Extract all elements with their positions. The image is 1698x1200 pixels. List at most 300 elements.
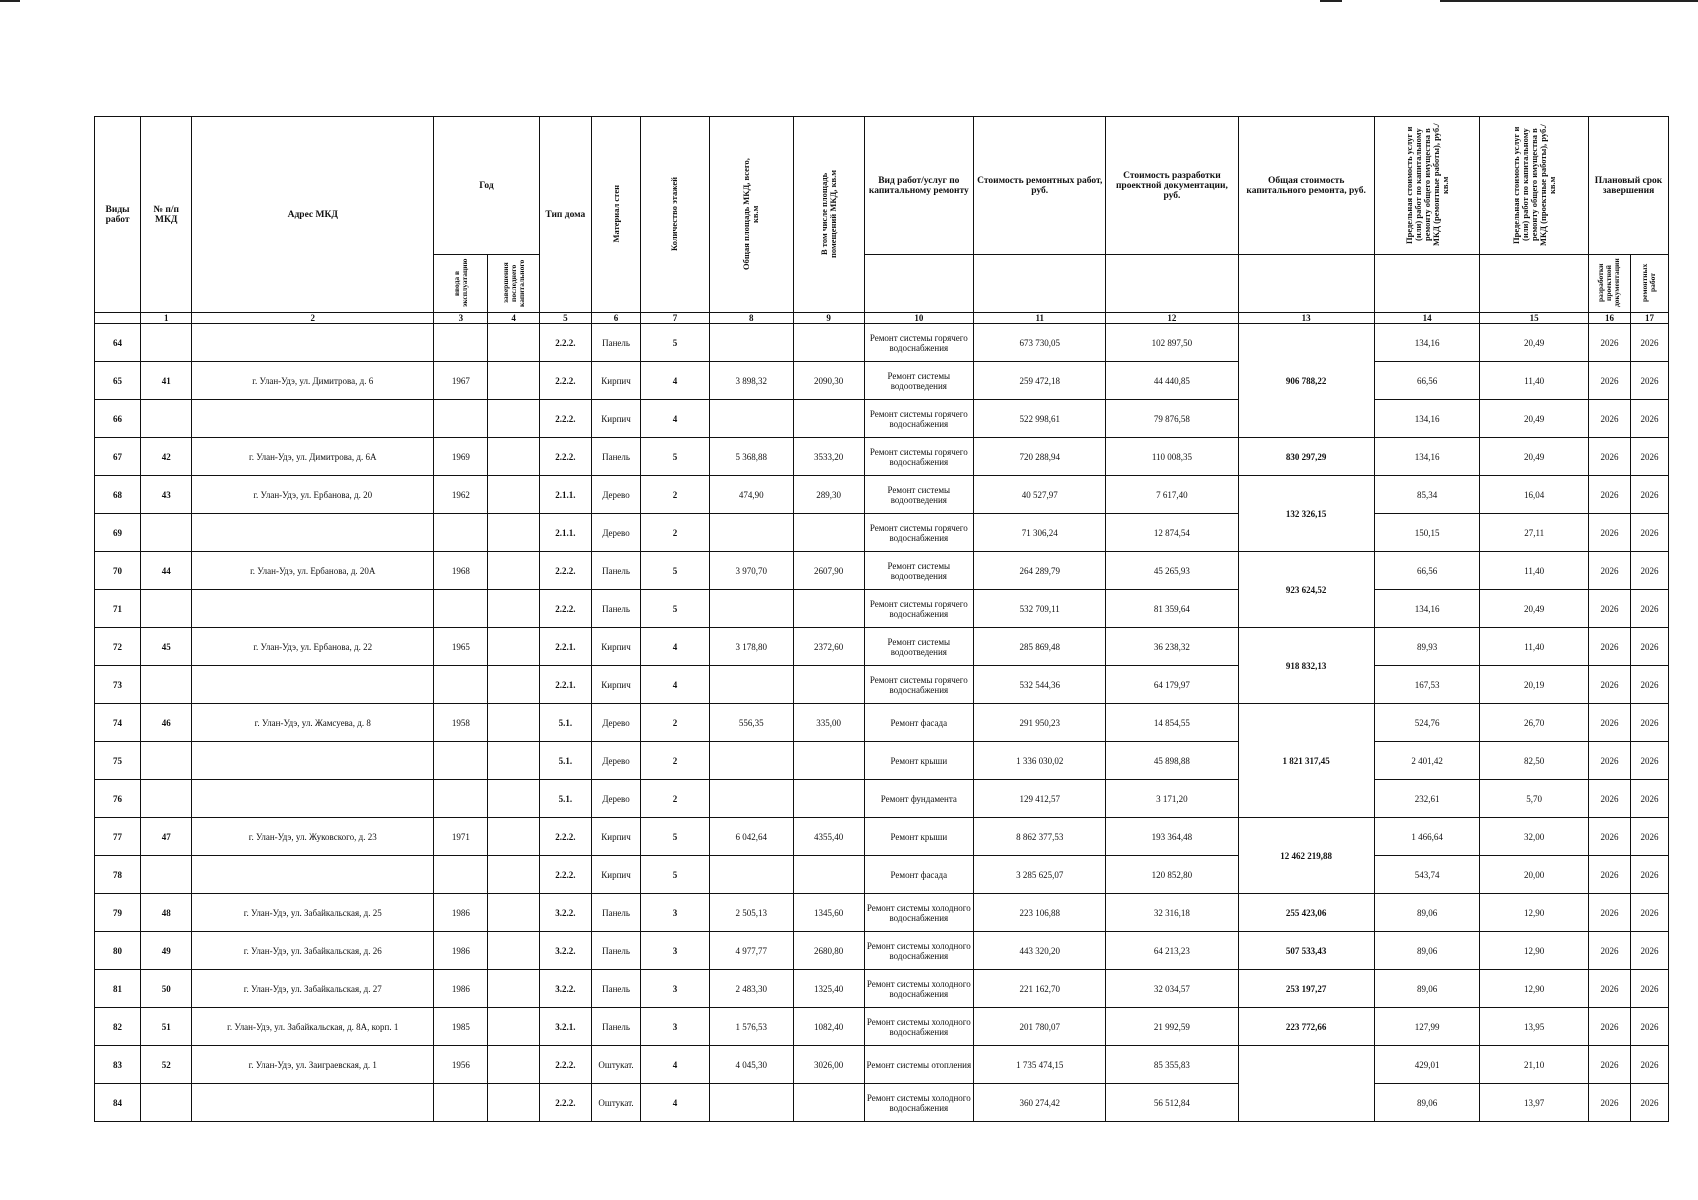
header-limit-design-sub bbox=[1480, 255, 1589, 313]
house-type-cell: 3.2.2. bbox=[539, 894, 591, 932]
area-cell bbox=[709, 780, 793, 818]
limit-design-cell: 11,40 bbox=[1480, 362, 1589, 400]
term-design-cell: 2026 bbox=[1588, 780, 1630, 818]
limit-design-cell: 20,19 bbox=[1480, 666, 1589, 704]
living-area-cell: 289,30 bbox=[793, 476, 864, 514]
year-cell bbox=[434, 590, 488, 628]
total-cost-cell: 253 197,27 bbox=[1238, 970, 1374, 1008]
table-row bbox=[95, 818, 1669, 856]
work-type-cell: Ремонт системы водоотведения bbox=[864, 552, 974, 590]
work-type-cell: Ремонт системы холодного водоснабжения bbox=[864, 1008, 974, 1046]
year-cell bbox=[434, 1084, 488, 1122]
year-cell: 1986 bbox=[434, 970, 488, 1008]
total-cost-cell: 830 297,29 bbox=[1238, 438, 1374, 476]
floors-cell: 3 bbox=[641, 894, 710, 932]
total-cost-cell: 918 832,13 bbox=[1238, 628, 1374, 704]
area-cell bbox=[709, 856, 793, 894]
term-design-cell: 2026 bbox=[1588, 704, 1630, 742]
year-cell bbox=[434, 400, 488, 438]
address-cell: г. Улан-Удэ, ул. Заиграевская, д. 1 bbox=[192, 1046, 434, 1084]
limit-repair-cell: 89,06 bbox=[1374, 1084, 1480, 1122]
limit-repair-cell: 85,34 bbox=[1374, 476, 1480, 514]
limit-repair-cell: 543,74 bbox=[1374, 856, 1480, 894]
work-type-cell: Ремонт системы холодного водоснабжения bbox=[864, 894, 974, 932]
address-cell bbox=[192, 1084, 434, 1122]
vid-cell: 79 bbox=[95, 894, 141, 932]
limit-design-cell: 16,04 bbox=[1480, 476, 1589, 514]
living-area-cell bbox=[793, 324, 864, 362]
address-cell: г. Улан-Удэ, ул. Забайкальская, д. 25 bbox=[192, 894, 434, 932]
limit-repair-cell: 167,53 bbox=[1374, 666, 1480, 704]
wall-material-cell: Панель bbox=[591, 552, 640, 590]
limit-repair-cell: 2 401,42 bbox=[1374, 742, 1480, 780]
wall-material-cell: Панель bbox=[591, 970, 640, 1008]
limit-design-cell: 20,49 bbox=[1480, 324, 1589, 362]
work-type-cell: Ремонт системы горячего водоснабжения bbox=[864, 324, 974, 362]
wall-material-cell: Панель bbox=[591, 590, 640, 628]
column-number: 5 bbox=[539, 313, 591, 324]
repair-year-cell bbox=[488, 514, 539, 552]
floors-cell: 4 bbox=[641, 362, 710, 400]
wall-material-cell: Панель bbox=[591, 1008, 640, 1046]
column-number: 15 bbox=[1480, 313, 1589, 324]
term-design-cell: 2026 bbox=[1588, 894, 1630, 932]
repair-year-cell bbox=[488, 476, 539, 514]
num-cell bbox=[141, 666, 192, 704]
house-type-cell: 2.2.1. bbox=[539, 666, 591, 704]
num-cell bbox=[141, 400, 192, 438]
term-design-cell: 2026 bbox=[1588, 552, 1630, 590]
year-cell: 1985 bbox=[434, 1008, 488, 1046]
term-repair-cell: 2026 bbox=[1630, 590, 1668, 628]
term-design-cell: 2026 bbox=[1588, 970, 1630, 1008]
vid-cell: 72 bbox=[95, 628, 141, 666]
limit-repair-cell: 429,01 bbox=[1374, 1046, 1480, 1084]
area-cell bbox=[709, 666, 793, 704]
vid-cell: 73 bbox=[95, 666, 141, 704]
column-number: 13 bbox=[1238, 313, 1374, 324]
floors-cell: 4 bbox=[641, 1046, 710, 1084]
term-repair-cell: 2026 bbox=[1630, 362, 1668, 400]
total-cost-cell: 132 326,15 bbox=[1238, 476, 1374, 552]
area-cell: 2 505,13 bbox=[709, 894, 793, 932]
design-cost-cell: 44 440,85 bbox=[1106, 362, 1238, 400]
repair-year-cell bbox=[488, 1008, 539, 1046]
vid-cell: 67 bbox=[95, 438, 141, 476]
address-cell: г. Улан-Удэ, ул. Ербанова, д. 20 bbox=[192, 476, 434, 514]
work-type-cell: Ремонт системы холодного водоснабжения bbox=[864, 932, 974, 970]
house-type-cell: 2.2.1. bbox=[539, 628, 591, 666]
table-row bbox=[95, 400, 1669, 438]
vid-cell: 80 bbox=[95, 932, 141, 970]
area-cell: 6 042,64 bbox=[709, 818, 793, 856]
work-type-cell: Ремонт фасада bbox=[864, 856, 974, 894]
floors-cell: 4 bbox=[641, 1084, 710, 1122]
num-cell bbox=[141, 856, 192, 894]
column-number: 11 bbox=[974, 313, 1106, 324]
year-cell: 1958 bbox=[434, 704, 488, 742]
table-row bbox=[95, 324, 1669, 362]
floors-cell: 2 bbox=[641, 780, 710, 818]
term-design-cell: 2026 bbox=[1588, 476, 1630, 514]
living-area-cell: 1082,40 bbox=[793, 1008, 864, 1046]
term-repair-cell: 2026 bbox=[1630, 438, 1668, 476]
design-cost-cell: 32 316,18 bbox=[1106, 894, 1238, 932]
vid-cell: 81 bbox=[95, 970, 141, 1008]
work-type-cell: Ремонт системы холодного водоснабжения bbox=[864, 970, 974, 1008]
term-repair-cell: 2026 bbox=[1630, 856, 1668, 894]
design-cost-cell: 56 512,84 bbox=[1106, 1084, 1238, 1122]
house-type-cell: 2.2.2. bbox=[539, 552, 591, 590]
limit-repair-cell: 66,56 bbox=[1374, 362, 1480, 400]
address-cell: г. Улан-Удэ, ул. Забайкальская, д. 8А, корп. 1 bbox=[192, 1008, 434, 1046]
vid-cell: 68 bbox=[95, 476, 141, 514]
wall-material-cell: Оштукат. bbox=[591, 1046, 640, 1084]
area-cell: 5 368,88 bbox=[709, 438, 793, 476]
repair-year-cell bbox=[488, 932, 539, 970]
limit-design-cell: 5,70 bbox=[1480, 780, 1589, 818]
address-cell: г. Улан-Удэ, ул. Димитрова, д. 6 bbox=[192, 362, 434, 400]
address-cell: г. Улан-Удэ, ул. Димитрова, д. 6А bbox=[192, 438, 434, 476]
living-area-cell: 2372,60 bbox=[793, 628, 864, 666]
num-cell: 43 bbox=[141, 476, 192, 514]
address-cell: г. Улан-Удэ, ул. Ербанова, д. 20А bbox=[192, 552, 434, 590]
repair-year-cell bbox=[488, 590, 539, 628]
wall-material-cell: Кирпич bbox=[591, 818, 640, 856]
area-cell: 556,35 bbox=[709, 704, 793, 742]
repair-year-cell bbox=[488, 894, 539, 932]
table-row bbox=[95, 362, 1669, 400]
term-design-cell: 2026 bbox=[1588, 742, 1630, 780]
area-cell bbox=[709, 514, 793, 552]
limit-repair-cell: 66,56 bbox=[1374, 552, 1480, 590]
design-cost-cell: 64 213,23 bbox=[1106, 932, 1238, 970]
area-cell bbox=[709, 1084, 793, 1122]
limit-design-cell: 13,95 bbox=[1480, 1008, 1589, 1046]
floors-cell: 2 bbox=[641, 704, 710, 742]
term-design-cell: 2026 bbox=[1588, 400, 1630, 438]
term-repair-cell: 2026 bbox=[1630, 1046, 1668, 1084]
term-repair-cell: 2026 bbox=[1630, 818, 1668, 856]
wall-material-cell: Панель bbox=[591, 932, 640, 970]
table-row bbox=[95, 742, 1669, 780]
repair-cost-cell: 259 472,18 bbox=[974, 362, 1106, 400]
table-row bbox=[95, 1046, 1669, 1084]
header-area-living: В том числе площадь помещений МКД, кв.м bbox=[793, 117, 864, 313]
header-cost-total: Общая стоимость капитального ремонта, руб. bbox=[1238, 117, 1374, 255]
header-cost-design-sub bbox=[1106, 255, 1238, 313]
limit-repair-cell: 150,15 bbox=[1374, 514, 1480, 552]
table-row bbox=[95, 970, 1669, 1008]
wall-material-cell: Дерево bbox=[591, 704, 640, 742]
vid-cell: 70 bbox=[95, 552, 141, 590]
repair-year-cell bbox=[488, 742, 539, 780]
table-row bbox=[95, 666, 1669, 704]
vid-cell: 77 bbox=[95, 818, 141, 856]
living-area-cell: 2607,90 bbox=[793, 552, 864, 590]
floors-cell: 3 bbox=[641, 932, 710, 970]
num-cell: 52 bbox=[141, 1046, 192, 1084]
vid-cell: 71 bbox=[95, 590, 141, 628]
repair-year-cell bbox=[488, 704, 539, 742]
vid-cell: 82 bbox=[95, 1008, 141, 1046]
area-cell bbox=[709, 400, 793, 438]
living-area-cell: 1345,60 bbox=[793, 894, 864, 932]
header-term: Плановый срок завершения bbox=[1588, 117, 1668, 255]
wall-material-cell: Кирпич bbox=[591, 362, 640, 400]
column-number-row bbox=[95, 313, 1669, 324]
term-repair-cell: 2026 bbox=[1630, 400, 1668, 438]
address-cell bbox=[192, 590, 434, 628]
table-row bbox=[95, 856, 1669, 894]
num-cell: 42 bbox=[141, 438, 192, 476]
repair-cost-cell: 532 709,11 bbox=[974, 590, 1106, 628]
vid-cell: 78 bbox=[95, 856, 141, 894]
year-cell: 1986 bbox=[434, 932, 488, 970]
floors-cell: 2 bbox=[641, 476, 710, 514]
vid-cell: 75 bbox=[95, 742, 141, 780]
scan-edge-mark bbox=[0, 0, 20, 2]
repair-cost-cell: 720 288,94 bbox=[974, 438, 1106, 476]
header-cost-design: Стоимость разработки проектной документации, руб. bbox=[1106, 117, 1238, 255]
limit-design-cell: 82,50 bbox=[1480, 742, 1589, 780]
floors-cell: 2 bbox=[641, 742, 710, 780]
term-design-cell: 2026 bbox=[1588, 628, 1630, 666]
address-cell: г. Улан-Удэ, ул. Забайкальская, д. 26 bbox=[192, 932, 434, 970]
work-type-cell: Ремонт фасада bbox=[864, 704, 974, 742]
area-cell: 3 178,80 bbox=[709, 628, 793, 666]
num-cell: 49 bbox=[141, 932, 192, 970]
house-type-cell: 2.1.1. bbox=[539, 514, 591, 552]
table-row bbox=[95, 514, 1669, 552]
limit-repair-cell: 89,93 bbox=[1374, 628, 1480, 666]
area-cell bbox=[709, 324, 793, 362]
header-vid: Виды работ bbox=[95, 117, 141, 313]
num-cell: 41 bbox=[141, 362, 192, 400]
design-cost-cell: 45 898,88 bbox=[1106, 742, 1238, 780]
column-number: 8 bbox=[709, 313, 793, 324]
design-cost-cell: 36 238,32 bbox=[1106, 628, 1238, 666]
work-type-cell: Ремонт системы водоотведения bbox=[864, 628, 974, 666]
year-cell: 1962 bbox=[434, 476, 488, 514]
num-cell bbox=[141, 324, 192, 362]
living-area-cell bbox=[793, 666, 864, 704]
repair-cost-cell: 443 320,20 bbox=[974, 932, 1106, 970]
header-wall: Материал стен bbox=[591, 117, 640, 313]
term-repair-cell: 2026 bbox=[1630, 514, 1668, 552]
wall-material-cell: Дерево bbox=[591, 476, 640, 514]
limit-repair-cell: 134,16 bbox=[1374, 438, 1480, 476]
design-cost-cell: 79 876,58 bbox=[1106, 400, 1238, 438]
living-area-cell bbox=[793, 590, 864, 628]
header-term-repair: ремонтных работ bbox=[1630, 255, 1668, 313]
limit-repair-cell: 134,16 bbox=[1374, 590, 1480, 628]
term-repair-cell: 2026 bbox=[1630, 1084, 1668, 1122]
term-design-cell: 2026 bbox=[1588, 590, 1630, 628]
limit-design-cell: 20,00 bbox=[1480, 856, 1589, 894]
floors-cell: 3 bbox=[641, 970, 710, 1008]
design-cost-cell: 12 874,54 bbox=[1106, 514, 1238, 552]
term-design-cell: 2026 bbox=[1588, 856, 1630, 894]
num-cell: 44 bbox=[141, 552, 192, 590]
address-cell bbox=[192, 856, 434, 894]
year-cell bbox=[434, 514, 488, 552]
repair-cost-cell: 522 998,61 bbox=[974, 400, 1106, 438]
living-area-cell bbox=[793, 742, 864, 780]
column-number: 6 bbox=[591, 313, 640, 324]
wall-material-cell: Оштукат. bbox=[591, 1084, 640, 1122]
address-cell bbox=[192, 514, 434, 552]
num-cell: 50 bbox=[141, 970, 192, 1008]
repair-cost-cell: 360 274,42 bbox=[974, 1084, 1106, 1122]
address-cell bbox=[192, 400, 434, 438]
vid-cell: 64 bbox=[95, 324, 141, 362]
column-number: 4 bbox=[488, 313, 539, 324]
vid-cell: 66 bbox=[95, 400, 141, 438]
repair-cost-cell: 291 950,23 bbox=[974, 704, 1106, 742]
limit-design-cell: 12,90 bbox=[1480, 932, 1589, 970]
living-area-cell: 3533,20 bbox=[793, 438, 864, 476]
area-cell: 3 898,32 bbox=[709, 362, 793, 400]
column-number: 2 bbox=[192, 313, 434, 324]
design-cost-cell: 45 265,93 bbox=[1106, 552, 1238, 590]
scan-edge-mark bbox=[1440, 0, 1698, 2]
address-cell: г. Улан-Удэ, ул. Жамсуева, д. 8 bbox=[192, 704, 434, 742]
area-cell: 3 970,70 bbox=[709, 552, 793, 590]
year-cell: 1967 bbox=[434, 362, 488, 400]
num-cell bbox=[141, 780, 192, 818]
table-row bbox=[95, 590, 1669, 628]
floors-cell: 5 bbox=[641, 590, 710, 628]
vid-cell: 76 bbox=[95, 780, 141, 818]
header-limit-repair: Предельная стоимость услуг и (или) работ по капитальному ремонту общего имущества в МКД (ремонтные работы), руб./кв.м bbox=[1374, 117, 1480, 255]
header-limit-design: Предельная стоимость услуг и (или) работ по капитальному ремонту общего имущества в МКД (проектные работы), руб./кв.м bbox=[1480, 117, 1589, 255]
area-cell: 2 483,30 bbox=[709, 970, 793, 1008]
address-cell: г. Улан-Удэ, ул. Забайкальская, д. 27 bbox=[192, 970, 434, 1008]
scan-edge-mark bbox=[1320, 0, 1342, 2]
header-area-total: Общая площадь МКД, всего, кв.м bbox=[709, 117, 793, 313]
floors-cell: 3 bbox=[641, 1008, 710, 1046]
address-cell: г. Улан-Удэ, ул. Жуковского, д. 23 bbox=[192, 818, 434, 856]
work-type-cell: Ремонт системы водоотведения bbox=[864, 476, 974, 514]
floors-cell: 5 bbox=[641, 438, 710, 476]
num-cell bbox=[141, 514, 192, 552]
vid-cell: 84 bbox=[95, 1084, 141, 1122]
design-cost-cell: 64 179,97 bbox=[1106, 666, 1238, 704]
limit-design-cell: 12,90 bbox=[1480, 970, 1589, 1008]
living-area-cell: 4355,40 bbox=[793, 818, 864, 856]
wall-material-cell: Кирпич bbox=[591, 400, 640, 438]
design-cost-cell: 3 171,20 bbox=[1106, 780, 1238, 818]
term-repair-cell: 2026 bbox=[1630, 628, 1668, 666]
year-cell: 1968 bbox=[434, 552, 488, 590]
term-repair-cell: 2026 bbox=[1630, 324, 1668, 362]
area-cell: 474,90 bbox=[709, 476, 793, 514]
wall-material-cell: Кирпич bbox=[591, 666, 640, 704]
design-cost-cell: 102 897,50 bbox=[1106, 324, 1238, 362]
repair-cost-cell: 3 285 625,07 bbox=[974, 856, 1106, 894]
repair-cost-cell: 264 289,79 bbox=[974, 552, 1106, 590]
column-number: 1 bbox=[141, 313, 192, 324]
area-cell: 1 576,53 bbox=[709, 1008, 793, 1046]
total-cost-cell bbox=[1238, 1046, 1374, 1122]
repair-year-cell bbox=[488, 856, 539, 894]
limit-repair-cell: 232,61 bbox=[1374, 780, 1480, 818]
column-number: 3 bbox=[434, 313, 488, 324]
table-row bbox=[95, 552, 1669, 590]
total-cost-cell: 507 533,43 bbox=[1238, 932, 1374, 970]
repair-year-cell bbox=[488, 438, 539, 476]
term-design-cell: 2026 bbox=[1588, 1008, 1630, 1046]
floors-cell: 4 bbox=[641, 628, 710, 666]
design-cost-cell: 85 355,83 bbox=[1106, 1046, 1238, 1084]
year-cell: 1969 bbox=[434, 438, 488, 476]
column-number-blank bbox=[95, 313, 141, 324]
house-type-cell: 3.2.2. bbox=[539, 970, 591, 1008]
column-number: 9 bbox=[793, 313, 864, 324]
header-cost-total-sub bbox=[1238, 255, 1374, 313]
total-cost-cell: 906 788,22 bbox=[1238, 324, 1374, 438]
house-type-cell: 2.2.2. bbox=[539, 818, 591, 856]
year-cell bbox=[434, 742, 488, 780]
repair-cost-cell: 285 869,48 bbox=[974, 628, 1106, 666]
work-type-cell: Ремонт системы отопления bbox=[864, 1046, 974, 1084]
living-area-cell: 2680,80 bbox=[793, 932, 864, 970]
repair-cost-cell: 1 735 474,15 bbox=[974, 1046, 1106, 1084]
table-row bbox=[95, 780, 1669, 818]
living-area-cell bbox=[793, 1084, 864, 1122]
header-year: Год bbox=[434, 117, 540, 255]
design-cost-cell: 21 992,59 bbox=[1106, 1008, 1238, 1046]
house-type-cell: 2.2.2. bbox=[539, 1046, 591, 1084]
repair-cost-cell: 40 527,97 bbox=[974, 476, 1106, 514]
header-year-entry: ввода в эксплуатацию bbox=[434, 255, 488, 313]
area-cell bbox=[709, 742, 793, 780]
year-cell: 1965 bbox=[434, 628, 488, 666]
address-cell: г. Улан-Удэ, ул. Ербанова, д. 22 bbox=[192, 628, 434, 666]
term-repair-cell: 2026 bbox=[1630, 970, 1668, 1008]
limit-design-cell: 12,90 bbox=[1480, 894, 1589, 932]
year-cell: 1956 bbox=[434, 1046, 488, 1084]
design-cost-cell: 7 617,40 bbox=[1106, 476, 1238, 514]
living-area-cell: 335,00 bbox=[793, 704, 864, 742]
floors-cell: 4 bbox=[641, 400, 710, 438]
limit-design-cell: 20,49 bbox=[1480, 438, 1589, 476]
term-design-cell: 2026 bbox=[1588, 1046, 1630, 1084]
total-cost-cell: 12 462 219,88 bbox=[1238, 818, 1374, 894]
total-cost-cell: 923 624,52 bbox=[1238, 552, 1374, 628]
repair-cost-cell: 223 106,88 bbox=[974, 894, 1106, 932]
year-cell: 1971 bbox=[434, 818, 488, 856]
term-repair-cell: 2026 bbox=[1630, 552, 1668, 590]
repair-cost-cell: 129 412,57 bbox=[974, 780, 1106, 818]
term-repair-cell: 2026 bbox=[1630, 1008, 1668, 1046]
repair-year-cell bbox=[488, 1084, 539, 1122]
floors-cell: 5 bbox=[641, 856, 710, 894]
num-cell: 48 bbox=[141, 894, 192, 932]
limit-design-cell: 13,97 bbox=[1480, 1084, 1589, 1122]
column-number: 10 bbox=[864, 313, 974, 324]
table-row bbox=[95, 704, 1669, 742]
column-number: 14 bbox=[1374, 313, 1480, 324]
limit-repair-cell: 134,16 bbox=[1374, 400, 1480, 438]
wall-material-cell: Дерево bbox=[591, 780, 640, 818]
column-number: 17 bbox=[1630, 313, 1668, 324]
work-type-cell: Ремонт крыши bbox=[864, 742, 974, 780]
term-design-cell: 2026 bbox=[1588, 438, 1630, 476]
design-cost-cell: 32 034,57 bbox=[1106, 970, 1238, 1008]
wall-material-cell: Дерево bbox=[591, 514, 640, 552]
